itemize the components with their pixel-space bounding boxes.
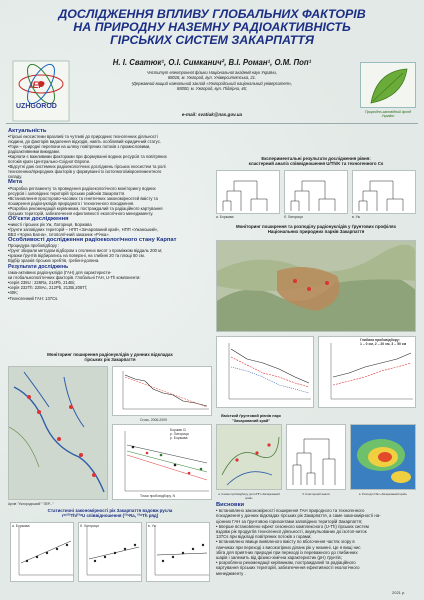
map2-caption <box>216 414 286 424</box>
text-line: потоків країн Центрально-Східної Європи. <box>8 159 91 165</box>
leaf-icon <box>361 63 417 109</box>
text-line: гірських територій, забезпечення ефективності екологічного менеджменту. <box>8 210 154 216</box>
distribution-heatmap <box>350 424 416 490</box>
legend-item: р. Боржава <box>170 436 188 440</box>
left-text-column <box>8 128 211 301</box>
stat-subcap: в. Уж <box>148 524 156 528</box>
cluster-panel <box>352 170 416 214</box>
email: e-mail: svatiuk@nas.gov.ua <box>181 112 243 117</box>
text-line: •Встановлення просторово-часових та генетичних закономірностей вмісту та <box>8 195 158 201</box>
stat-subcap: б. Латориця <box>80 524 99 528</box>
cluster-subcap: в. Уж <box>352 215 360 219</box>
text-line: Відбір зразків гірських хребтів, гребені-долина. <box>8 258 100 264</box>
stat-panel <box>78 522 142 582</box>
caption-line: Експериментальні результати дослідження рівня: <box>261 156 371 161</box>
conclusions-heading: Висновки <box>216 502 245 508</box>
cluster-panel <box>284 170 348 214</box>
title-line: ГІРСЬКИХ СИСТЕМ ЗАКАРПАТТЯ <box>110 33 314 48</box>
text-line: •зразки ґрунтів відбирались на поверхні, на глибині 20 та площі 50 см. <box>8 253 145 259</box>
text-line: •ниюсті гірських рік Уж, Латориця, Боржава <box>8 221 92 227</box>
nature-reserve-logo <box>360 62 416 108</box>
text-line: • вперше встановлено ефект сезонного комплексного (U-Th) гірських систем <box>216 523 369 529</box>
stat-panel <box>146 522 210 582</box>
text-line: 137Cs при відкладі повітряних потоків з горами; <box>216 534 312 540</box>
caption-line: Статистичні закономірності рік Закарпаття вздовж русла <box>47 508 173 513</box>
objects-text <box>8 222 211 237</box>
caption-line: гірських рік Закарпаття <box>84 357 136 362</box>
affiliation-line: ¹Інститут електронної фізики Національної академії наук України, <box>147 70 277 75</box>
text-line: •серія 238U : 226Ra, 214Pb, 214Bi; <box>8 280 76 286</box>
text-line: поширення радіонуклідів природного і техногенного походження. <box>8 200 135 206</box>
goal-heading: Мета <box>8 179 23 186</box>
subcap-2: б. Кластерний аналіз <box>302 492 330 496</box>
text-line: радіоактивними викидами. <box>8 149 60 155</box>
subcap-3: в. Розподіл ГАН «Зачарований край» <box>358 492 408 496</box>
legend-item: р. Латориця <box>170 432 189 436</box>
text-line: •Гірські екосистеми вразливі та чутливі до природних техногенних діяльності <box>8 134 158 140</box>
text-line: збіга для приятних природні при переході із переважного до глибинних <box>216 549 358 555</box>
text-line: •серія 232Th: 228Ac, 212Pb, 212Bi,208Tl; <box>8 285 87 291</box>
objects-heading: Об'єкти дослідження <box>8 215 69 222</box>
method-text <box>8 243 211 263</box>
title-line: НА ПРИРОДНУ НАЗЕМНУ РАДІОАКТИВНІСТЬ <box>73 20 351 35</box>
caption-line: Національних природних парків Закарпаття <box>267 229 365 234</box>
authors: Н. І. Сватюк¹, О.І. Симканич², В.І. Роман¹, О.М. Поп¹ <box>112 58 312 67</box>
cluster-panel <box>216 170 280 214</box>
cluster-subcap: б. Латориця <box>284 215 303 219</box>
stat-panel <box>10 522 74 582</box>
years-label: Cross, 2006-2009 <box>140 418 167 422</box>
title-line: ДОСЛІДЖЕННЯ ВПЛИВУ ГЛОБАЛЬНИХ ФАКТОРІВ <box>58 7 366 21</box>
caption-line: r=²³²Th/²³⁸U співвідношення (²²⁶Ra, ²²⁸Th ряд) <box>61 513 159 518</box>
subcap-1: а. Схема пробовідбору для НПП «Зачарований край» <box>218 492 280 500</box>
depth-title-line: 1 – 0 см, 2 – 20 см, 3 – 50 см <box>360 342 407 347</box>
affiliation-line: 88018, м. Ужгород, вул. Університетська, 21. <box>167 75 257 81</box>
text-line: ціонних ГАН за ґрунтовою горизонтами заповідних територій Закарпаття; <box>216 518 363 524</box>
affiliation-line: ²Державний вищий навчальний заклад «Ужгородський національний університет», <box>131 80 293 86</box>
caption-line: Моніторинг поширення та розподілу радіонуклідів у ґрунтових профілях <box>235 224 397 229</box>
caption-line: "Зачарований край" <box>231 419 271 423</box>
dendrogram <box>286 424 346 490</box>
text-line: •Відсутні дані системних радіоекологічних досліджень гірських екосистем та ролі <box>8 164 166 170</box>
caption-line: Моніторинг поширення радіонуклідів у донних відкладах <box>47 352 173 357</box>
text-line: •ґрунти заповідних територій – НПП «Зачарований край», НПП «Ужанський», <box>8 226 159 232</box>
text-line: • встановлено явище виявленого вмісту по вбогочення частях згору в <box>216 539 355 545</box>
rivers-map <box>8 366 108 500</box>
affiliation-line: 88000, м. Ужгород, вул. Підгірна, 46; <box>177 85 247 91</box>
map-credit: Архів "Ужгородський" "ЗЕР..." <box>8 502 54 506</box>
poster-title <box>10 8 414 48</box>
stat-subcap: а. Боржава <box>12 524 30 528</box>
text-line: •ґрунт збирали методом відбором з оголених висот з проміжком віддаль 200 м; <box>8 248 163 254</box>
header-divider <box>6 123 418 124</box>
profile-caption <box>216 224 416 234</box>
conclusions-text <box>216 508 416 576</box>
results-heading: Результати досліджень <box>8 264 69 271</box>
text-line: людини, до факторів видалення відходів, навіть особливий юридичний статус. <box>8 139 161 145</box>
results-text <box>8 270 211 300</box>
text-line: шарів і залежить від фізико-хімічна характеристик (рН) ґрунтів; <box>216 555 342 561</box>
text-line: вздовж рік продуктів техногенної діяльності, акумульованих до ізотоп-ниток <box>216 529 367 535</box>
text-line: •40K; <box>8 290 19 296</box>
cluster-subcap: а. Боржава <box>216 215 234 219</box>
depth-title-line: Глибина пробовідбору: <box>360 338 400 342</box>
depth-title <box>360 338 406 346</box>
text-line: ресурсів і заповідних територій гірських районів Закарпаття. <box>8 190 126 196</box>
stat-caption <box>8 508 212 518</box>
text-line: •Карпати є важливими факторами при формуванні водних ресурсів та повітряних <box>8 154 167 160</box>
text-line: •Розробка рекомендацій керівникам, постраждалий та радіаційного картування <box>8 205 163 211</box>
depth-chart-1 <box>216 336 314 408</box>
actuality-heading: Актуальність <box>8 128 47 134</box>
text-line: картування гірських територій, забезпечення ефективності екологічного <box>216 565 360 571</box>
date: 2021 р. <box>392 590 406 595</box>
text-line: • встановлено закономірності поширення ГАН природного та техногенного <box>216 508 365 514</box>
actuality-text <box>8 134 211 179</box>
depth-chart-2 <box>318 336 416 408</box>
cluster-caption <box>216 156 416 166</box>
right-logo-text: Природно-заповідний фонд України <box>365 110 411 118</box>
logo-left-city: UZHGOROD <box>16 103 57 110</box>
x-axis-label: Точки пробовідбору, N <box>140 494 176 498</box>
conclusions <box>216 502 416 576</box>
text-line: походження у донних відкладах гірських рік Закарпаття, а саме закономірності на- <box>216 513 381 519</box>
terrain-map <box>216 240 416 332</box>
text-line: складу. <box>8 174 23 180</box>
text-line: ланчиках при переході з високогірних діланк рік у низинні. Це я вищі нис <box>216 544 361 550</box>
reserve-map <box>216 424 282 490</box>
text-line: • розроблено рекомендації керівникам, постраждалий та радіаційного <box>216 560 356 566</box>
text-line: •Гори – природні перепони на шляху повітряних потоків з промисловими, <box>8 144 151 150</box>
text-line: Процедура пробовідбору : <box>8 243 60 249</box>
text-line: ки глобальнополітичних факторів. Глобальні ГАН, U-Th компоненти: <box>8 275 141 281</box>
cs-decay-chart <box>112 366 212 416</box>
text-line: ВБЗ «Чорна Багна», Ізтополгічний заказник «Річка». <box>8 231 110 237</box>
affiliations <box>78 70 346 91</box>
text-line: техногенних/природних факторів у формуванні їх ізотопного/мікроелементного <box>8 169 162 175</box>
map-caption <box>10 352 210 362</box>
caption-line: Вмісткий ґрунтовий рівнів парк <box>221 414 281 418</box>
river-profile-chart <box>112 424 212 500</box>
text-line: •Розробка регламенту та проведення радіоекологічного моніторингу водних <box>8 185 156 191</box>
method-heading: Особливості дослідження радіоекологічного стану Карпат <box>8 236 177 243</box>
goal-text <box>8 186 211 216</box>
text-line: гама-активних радіонуклідів (ГАН) для характеристи- <box>8 270 112 276</box>
logo-left-text: IEP <box>30 80 45 90</box>
iep-logo <box>12 60 70 122</box>
legend-item: Боржав Сі <box>170 428 187 432</box>
text-line: •Техногенний ГАН: 137Cs. <box>8 295 59 301</box>
chart-legend <box>170 428 189 440</box>
text-line: менеджменту . <box>216 570 246 576</box>
caption-line: кластерний аналіз співвідношення U/Th/K та техногенного Cs <box>248 161 384 166</box>
